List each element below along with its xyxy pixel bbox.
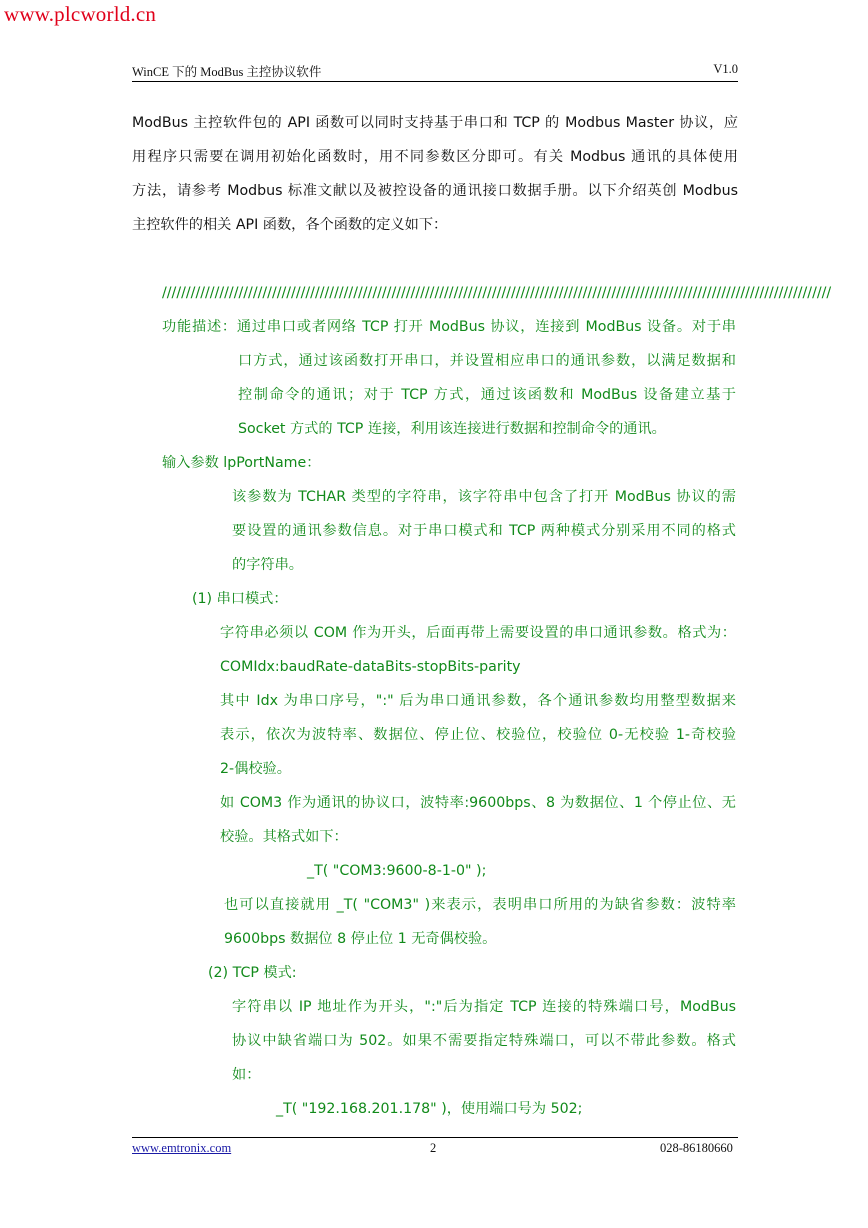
footer-page-number: 2 bbox=[430, 1141, 437, 1155]
serial-mode-heading: (1) 串口模式： bbox=[192, 591, 288, 607]
serial-mode-line: 如 COM3 作为通讯的协议口，波特率:9600bps、8 为数据位、1 个停止位、无 bbox=[220, 795, 736, 811]
intro-line-4: 主控软件的相关 API 函数，各个函数的定义如下： bbox=[132, 217, 448, 233]
input-param-line: 的字符串。 bbox=[232, 557, 303, 573]
serial-mode-line: 2-偶校验。 bbox=[220, 761, 291, 777]
tcp-mode-line: 如： bbox=[232, 1067, 261, 1083]
header-version: V1.0 bbox=[713, 62, 738, 76]
serial-mode-default-line: 也可以直接就用 _T( "COM3" )来表示，表明串口所用的为缺省参数：波特率 bbox=[224, 897, 736, 913]
page-header bbox=[132, 62, 738, 80]
tcp-mode-line: 字符串以 IP 地址作为开头，":"后为指定 TCP 连接的特殊端口号，ModBus bbox=[232, 999, 736, 1015]
intro-line-1: ModBus 主控软件包的 API 函数可以同时支持基于串口和 TCP 的 Modbus Master 协议，应 bbox=[132, 115, 738, 131]
serial-mode-line: 其中 Idx 为串口序号，":" 后为串口通讯参数，各个通讯参数均用整型数据来 bbox=[220, 693, 736, 709]
serial-mode-line: 校验。其格式如下： bbox=[220, 829, 348, 845]
tcp-mode-heading: (2) TCP 模式: bbox=[208, 965, 297, 981]
function-desc-label: 功能描述：通过串口或者网络 TCP 打开 ModBus 协议，连接到 ModBus 设备。对于串 bbox=[162, 319, 736, 335]
intro-line-3: 方法，请参考 Modbus 标准文献以及被控设备的通讯接口数据手册。以下介绍英创 Modbus bbox=[132, 183, 738, 199]
watermark-text: www.plcworld.cn bbox=[4, 2, 157, 26]
serial-mode-line: 表示，依次为波特率、数据位、停止位、校验位，校验位 0-无校验 1-奇校验 bbox=[220, 727, 736, 743]
function-desc-line: Socket 方式的 TCP 连接，利用该连接进行数据和控制命令的通讯。 bbox=[238, 421, 666, 437]
footer-website-link[interactable]: www.emtronix.com bbox=[132, 1141, 232, 1155]
header-rule bbox=[132, 81, 738, 82]
input-param-line: 该参数为 TCHAR 类型的字符串，该字符串中包含了打开 ModBus 协议的需 bbox=[232, 489, 736, 505]
input-param-line: 要设置的通讯参数信息。对于串口模式和 TCP 两种模式分别采用不同的格式 bbox=[232, 523, 736, 539]
comment-separator: //////////////////////////////////////////////////////////////////////////////////////////////////////////////////////////////////////////// bbox=[162, 285, 832, 301]
header-title: WinCE 下的 ModBus 主控协议软件 bbox=[132, 65, 322, 79]
serial-mode-example: _T( "COM3:9600-8-1-0" ); bbox=[307, 863, 487, 879]
intro-line-2: 用程序只需要在调用初始化函数时，用不同参数区分即可。有关 Modbus 通讯的具体使用 bbox=[132, 149, 738, 165]
tcp-mode-line: 协议中缺省端口为 502。如果不需要指定特殊端口，可以不带此参数。格式 bbox=[232, 1033, 736, 1049]
serial-mode-default-line: 9600bps 数据位 8 停止位 1 无奇偶校验。 bbox=[224, 931, 497, 947]
serial-mode-line: 字符串必须以 COM 作为开头，后面再带上需要设置的串口通讯参数。格式为： bbox=[220, 625, 736, 641]
serial-mode-format: COMIdx:baudRate-dataBits-stopBits-parity bbox=[220, 659, 521, 675]
input-param-label: 输入参数 lpPortName： bbox=[162, 455, 321, 471]
footer-phone: 028-86180660 bbox=[660, 1141, 733, 1155]
function-desc-line: 控制命令的通讯；对于 TCP 方式，通过该函数和 ModBus 设备建立基于 bbox=[238, 387, 736, 403]
footer-rule bbox=[132, 1137, 738, 1138]
function-desc-line: 口方式，通过该函数打开串口，并设置相应串口的通讯参数，以满足数据和 bbox=[238, 353, 736, 369]
tcp-mode-example: _T( "192.168.201.178" )，使用端口号为 502; bbox=[276, 1101, 583, 1117]
